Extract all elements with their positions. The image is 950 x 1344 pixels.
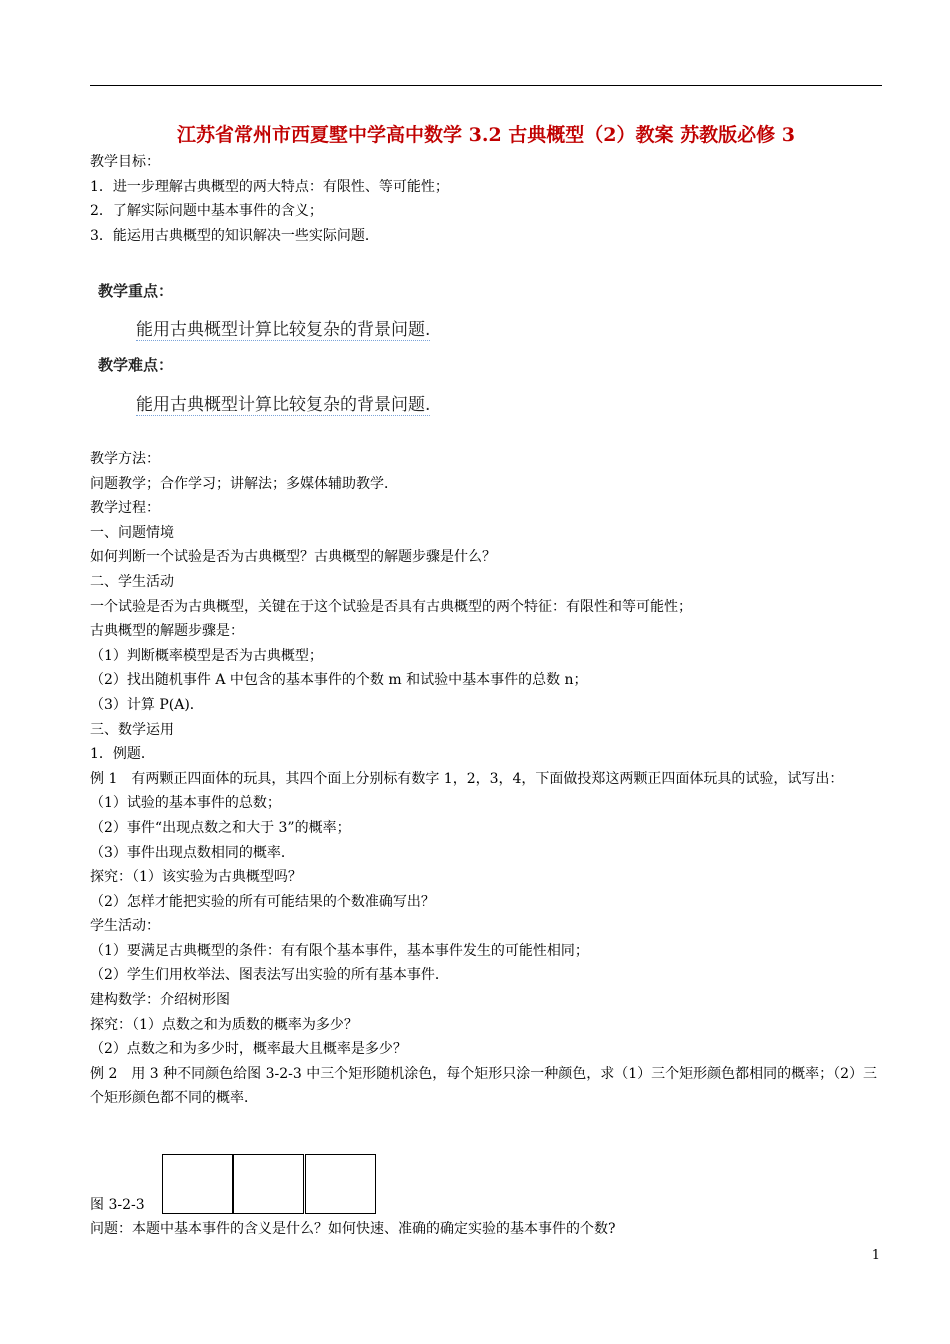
paragraph: 一个试验是否为古典概型，关键在于这个试验是否具有古典概型的两个特征：有限性和等可能性； [90,598,692,615]
example-2: 例 2 用 3 种不同颜色给图 3-2-3 中三个矩形随机涂色，每个矩形只涂一种颜色，求（1）三个矩形颜色都相同的概率；（2）三个矩形颜色都不同的概率． [90,1065,878,1107]
paragraph: （1）试验的基本事件的总数； [90,795,281,812]
paragraph: 教学方法： [90,451,160,467]
paragraph: 一、问题情境 [90,524,174,541]
paragraph: 问题教学；合作学习；讲解法；多媒体辅助教学． [90,475,398,492]
header-rule [90,85,882,86]
key-point-heading: 教学重点： [98,282,174,300]
page-number: 1 [871,1248,880,1263]
question-line: 问题：本题中基本事件的含义是什么？如何快速、准确的确定实验的基本事件的个数? [90,1221,616,1237]
paragraph: 建构数学：介绍树形图 [90,992,230,1009]
paragraph: （1）判断概率模型是否为古典概型； [90,647,323,664]
paragraph: 教学过程： [90,500,160,517]
document-title: 江苏省常州市西夏墅中学高中数学 3.2 古典概型（2）教案 苏教版必修 3 [177,124,795,146]
objective-item: 3．能运用古典概型的知识解决一些实际问题． [90,227,379,244]
figure-3-2-3 [90,1154,490,1216]
paragraph: （2）学生们用枚举法、图表法写出实验的所有基本事件． [90,967,449,984]
paragraph: （2）事件“出现点数之和大于 3”的概率； [90,819,351,836]
key-point-text [136,315,430,340]
rectangle-2 [233,1154,304,1214]
objective-item: 2．了解实际问题中基本事件的含义； [90,203,323,219]
key-point-sentence: 能用古典概型计算比较复杂的背景问题. [136,320,431,340]
paragraph: （1）要满足古典概型的条件：有有限个基本事件，基本事件发生的可能性相同； [90,942,589,959]
paragraph: （2）怎样才能把实验的所有可能结果的个数准确写出？ [90,893,435,910]
objectives-section [90,150,890,248]
paragraph: （2）找出随机事件 A 中包含的基本事件的个数 m 和试验中基本事件的总数 n； [90,672,588,689]
rectangle-1 [162,1154,233,1214]
paragraph: （2）点数之和为多少时，概率最大且概率是多少？ [90,1041,407,1058]
paragraph: 如何判断一个试验是否为古典概型？古典概型的解题步骤是什么？ [90,549,496,566]
paragraph: （3）事件出现点数相同的概率． [90,844,295,861]
paragraph: 三、数学运用 [90,721,174,738]
paragraph: （3）计算 P(A)． [90,696,204,713]
lesson-body [90,447,890,1111]
paragraph: 学生活动： [90,918,160,935]
paragraph: 探究：（1）该实验为古典概型吗？ [90,869,302,886]
objectives-heading: 教学目标： [90,154,160,170]
example-1: 例 1 有两颗正四面体的玩具，其四个面上分别标有数字 1，2，3，4，下面做投郑这两颗正四面体玩具的试验，试写出： [90,770,844,787]
figure-label: 图 3-2-3 [90,1197,145,1213]
paragraph: 1．例题． [90,746,155,763]
difficulty-text [136,390,430,415]
objective-item: 1．进一步理解古典概型的两大特点：有限性、等可能性； [90,178,449,195]
rectangle-3 [305,1154,376,1214]
difficulty-sentence: 能用古典概型计算比较复杂的背景问题. [136,395,431,415]
paragraph: 探究：（1）点数之和为质数的概率为多少？ [90,1016,358,1033]
difficulty-heading: 教学难点： [98,356,174,374]
paragraph: 古典概型的解题步骤是： [90,623,244,640]
paragraph: 二、学生活动 [90,573,174,590]
